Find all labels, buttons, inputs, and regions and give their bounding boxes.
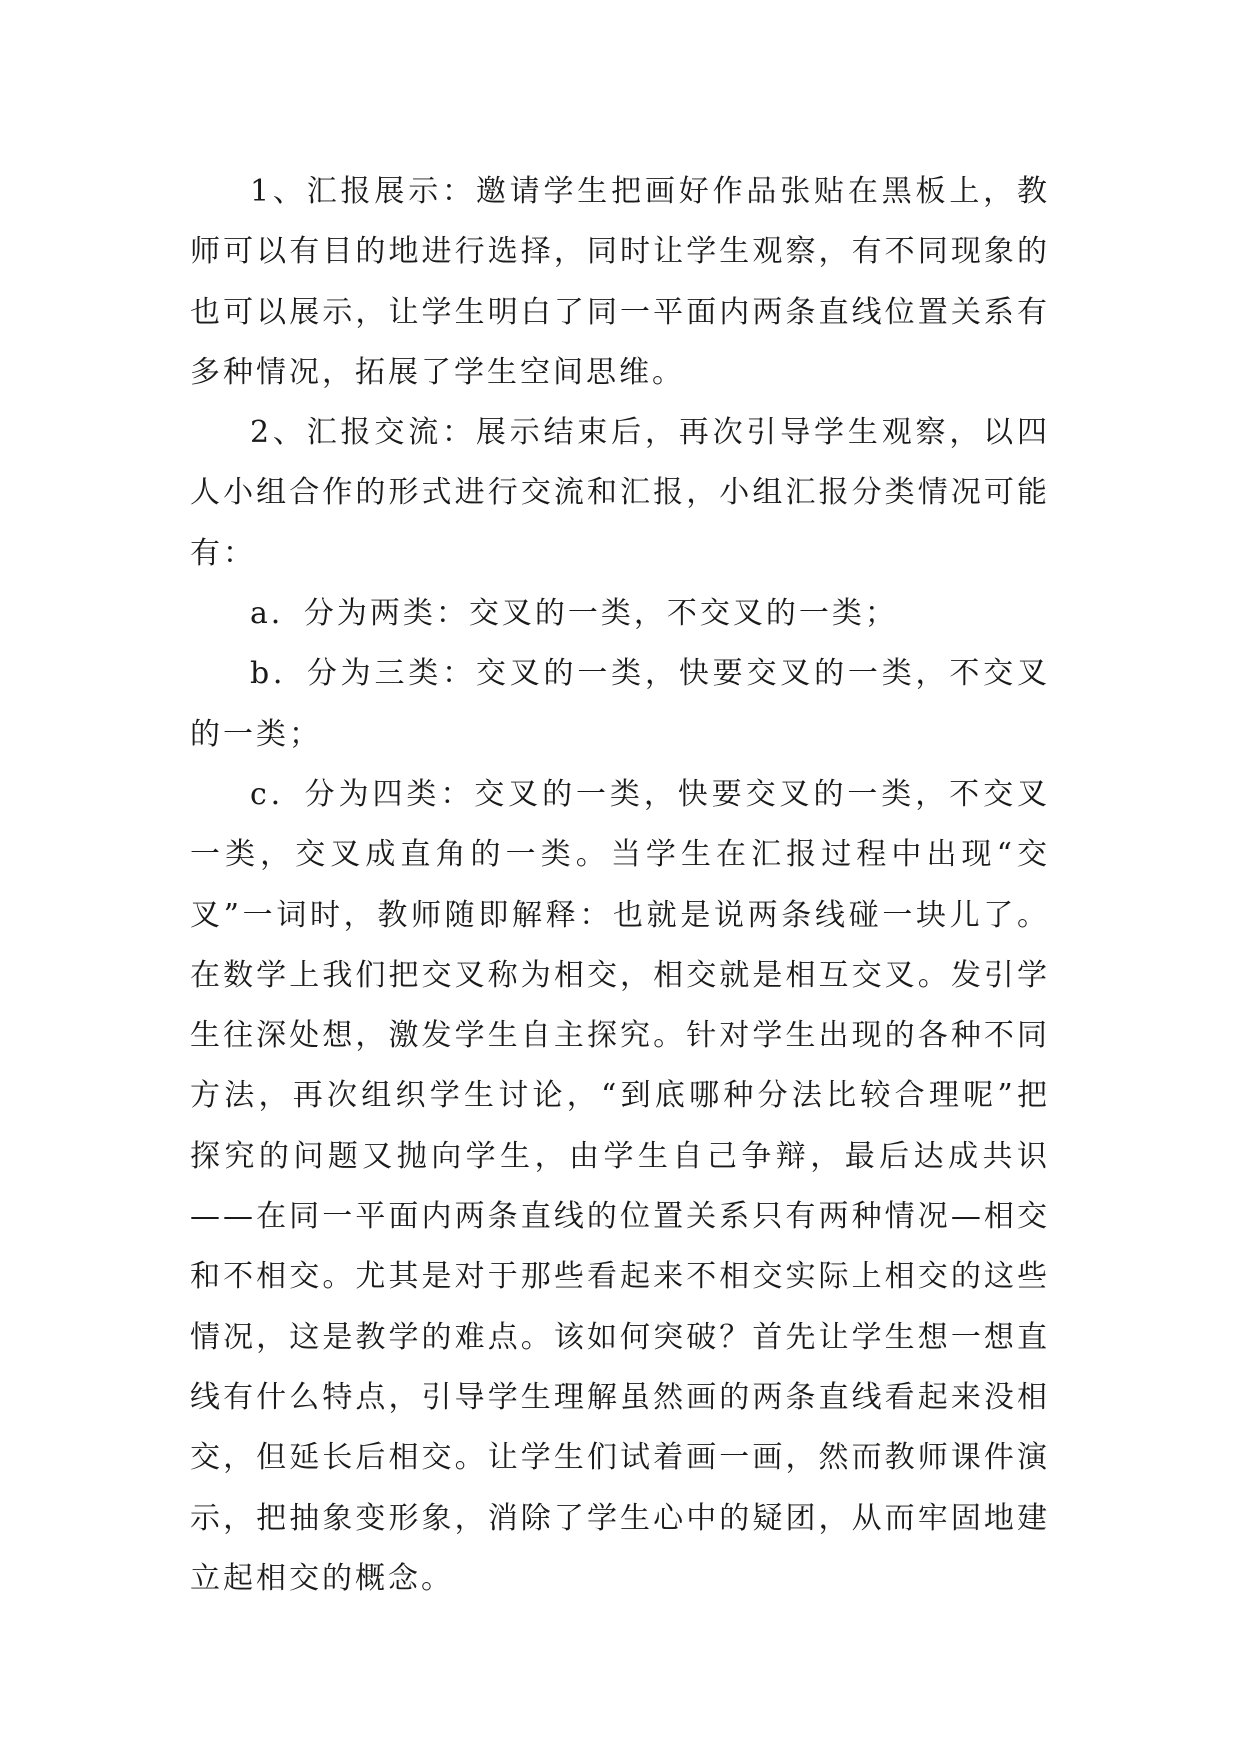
list-item-three-categories: b．分为三类：交叉的一类，快要交叉的一类，不交叉的一类； [190, 656, 1050, 752]
paragraph-report-exchange: 2、汇报交流：展示结束后，再次引导学生观察，以四人小组合作的形式进行交流和汇报，小组汇报分类情况可能有： [190, 415, 1050, 571]
document-body [190, 162, 1050, 1609]
list-item-four-categories: c．分为四类：交叉的一类，快要交叉的一类，不交叉一类，交叉成直角的一类。当学生在汇报过程中出现“交叉”一词时，教师随即解释：也就是说两条线碰一块儿了。在数学上我们把交叉称为相交，相交就是相互交叉。发引学生往深处想，激发学生自主探究。针对学生出现的各种不同方法，再次组织学生讨论，“到底哪种分法比较合理呢”把探究的问题又抛向学生，由学生自己争辩，最后达成共识——在同一平面内两条直线的位置关系只有两种情况—相交和不相交。尤其是对于那些看起来不相交实际上相交的这些情况，这是教学的难点。该如何突破？首先让学生想一想直线有什么特点，引导学生理解虽然画的两条直线看起来没相交，但延长后相交。让学生们试着画一画，然而教师课件演示，把抽象变形象，消除了学生心中的疑团，从而牢固地建立起相交的概念。 [190, 776, 1050, 1596]
paragraph-report-display: 1、汇报展示：邀请学生把画好作品张贴在黑板上，教师可以有目的地进行选择，同时让学生观察，有不同现象的也可以展示，让学生明白了同一平面内两条直线位置关系有多种情况，拓展了学生空间思维。 [190, 174, 1050, 390]
list-item-two-categories: a．分为两类：交叉的一类，不交叉的一类； [250, 596, 898, 632]
